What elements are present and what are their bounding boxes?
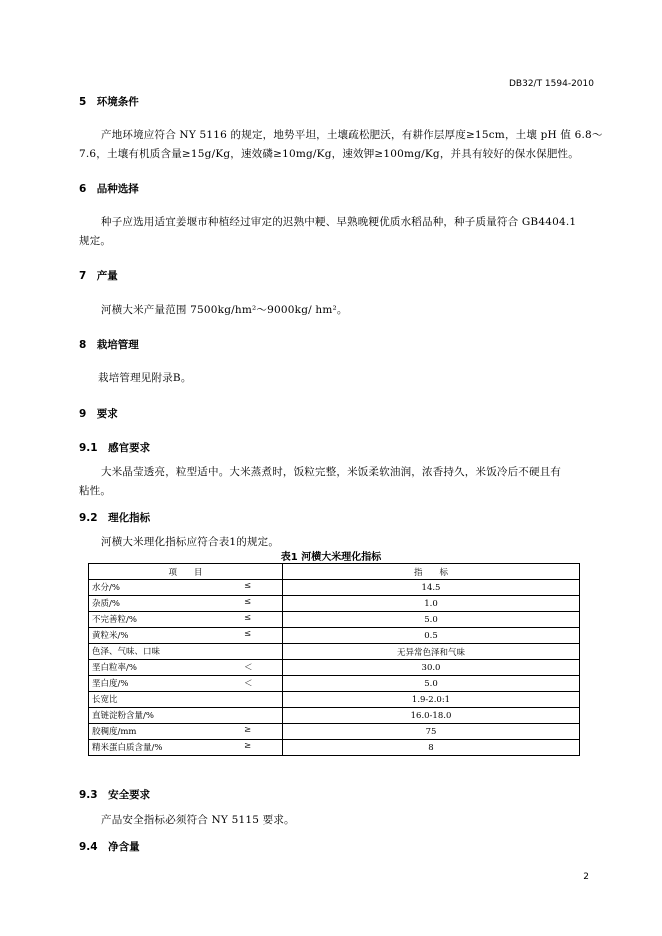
table-cell-value: 8 — [283, 740, 580, 756]
table-row — [89, 692, 580, 708]
section-6-heading: 6 品种选择 — [79, 183, 139, 195]
item-name: 精米蛋白质含量/% — [92, 743, 163, 753]
section-9-2-heading: 9.2 理化指标 — [79, 512, 151, 524]
table-row — [89, 660, 580, 676]
item-name: 长宽比 — [92, 695, 118, 705]
table-cell-item — [89, 644, 283, 660]
table-cell-value: 16.0-18.0 — [283, 708, 580, 724]
table-cell-value: 5.0 — [283, 612, 580, 628]
section-9-2-text: 河横大米理化指标应符合表1的规定。 — [101, 536, 280, 548]
section-9-1-text-line1: 大米晶莹透亮，粒型适中。大米蒸煮时，饭粒完整，米饭柔软油润，浓香持久，米饭冷后不硬且有 — [101, 466, 562, 478]
section-9-1-heading: 9.1 感官要求 — [79, 442, 151, 454]
table-row — [89, 580, 580, 596]
table-cell-item — [89, 660, 283, 676]
item-operator: ≤ — [244, 581, 252, 591]
table-cell-value: 30.0 — [283, 660, 580, 676]
physicochemical-table — [88, 563, 580, 756]
item-operator: ≥ — [244, 725, 252, 735]
table-caption: 表1 河横大米理化指标 — [280, 552, 382, 563]
table-cell-item — [89, 724, 283, 740]
section-9-3-text: 产品安全指标必须符合 NY 5115 要求。 — [101, 814, 295, 826]
item-name: 垩白粒率/% — [92, 663, 137, 673]
document-code: DB32/T 1594-2010 — [508, 79, 594, 89]
table-cell-item — [89, 708, 283, 724]
item-operator: ≥ — [244, 741, 252, 751]
table-row — [89, 596, 580, 612]
section-9-3-heading: 9.3 安全要求 — [79, 789, 151, 801]
item-operator: ＜ — [244, 663, 253, 673]
table-cell-value: 1.9-2.0:1 — [283, 692, 580, 708]
item-name: 胶稠度/mm — [92, 727, 137, 737]
section-5-heading: 5 环境条件 — [79, 96, 139, 108]
table-cell-item — [89, 676, 283, 692]
item-name: 黄粒米/% — [92, 631, 129, 641]
table-cell-value: 14.5 — [283, 580, 580, 596]
table-cell-value: 5.0 — [283, 676, 580, 692]
table-cell-value: 1.0 — [283, 596, 580, 612]
section-9-1-text-line2: 粘性。 — [79, 485, 112, 497]
item-name: 水分/% — [92, 583, 120, 593]
column-header-value: 指 标 — [283, 564, 580, 580]
column-header-item: 项 目 — [89, 564, 283, 580]
item-name: 不完善粒/% — [92, 615, 137, 625]
table-cell-item — [89, 740, 283, 756]
section-9-heading: 9 要求 — [79, 408, 118, 420]
section-8-heading: 8 栽培管理 — [79, 339, 139, 351]
table-header-row — [89, 564, 580, 580]
table-cell-value: 75 — [283, 724, 580, 740]
page-number: 2 — [583, 872, 589, 882]
table-cell-value: 无异常色泽和气味 — [283, 644, 580, 660]
table-cell-value: 0.5 — [283, 628, 580, 644]
table-row — [89, 724, 580, 740]
table-cell-item — [89, 596, 283, 612]
table-row — [89, 612, 580, 628]
section-5-text-line2: 7.6，土壤有机质含量≥15g/Kg，速效磷≥10mg/Kg，速效钾≥100mg/Kg，并具有较好的保水保肥性。 — [79, 148, 579, 160]
item-operator: ＜ — [244, 679, 253, 689]
item-operator: ≤ — [244, 597, 252, 607]
section-6-text-line1: 种子应选用适宜姜堰市种植经过审定的迟熟中粳、早熟晚粳优质水稻品种，种子质量符合 GB4404.1 — [101, 216, 577, 228]
section-5-text-line1: 产地环境应符合 NY 5116 的规定，地势平坦，土壤疏松肥沃，有耕作层厚度≥15cm，土壤 pH 值 6.8～ — [101, 129, 603, 141]
table-row — [89, 628, 580, 644]
section-7-text: 河横大米产量范围 7500kg/hm²～9000kg/ hm²。 — [101, 304, 348, 316]
table-row — [89, 676, 580, 692]
item-name: 色泽、气味、口味 — [92, 647, 161, 657]
table-cell-item — [89, 580, 283, 596]
table-cell-item — [89, 628, 283, 644]
table-row — [89, 708, 580, 724]
section-7-heading: 7 产量 — [79, 270, 118, 282]
item-name: 直链淀粉含量/% — [92, 711, 154, 721]
section-8-text: 栽培管理见附录B。 — [98, 372, 192, 384]
section-9-4-heading: 9.4 净含量 — [79, 841, 140, 853]
table-cell-item — [89, 612, 283, 628]
item-name: 垩白度/% — [92, 679, 129, 689]
item-operator: ≤ — [244, 629, 252, 639]
item-operator: ≤ — [244, 613, 252, 623]
table-row — [89, 644, 580, 660]
table-row — [89, 740, 580, 756]
table-cell-item — [89, 692, 283, 708]
item-name: 杂质/% — [92, 599, 120, 609]
section-6-text-line2: 规定。 — [79, 235, 112, 247]
